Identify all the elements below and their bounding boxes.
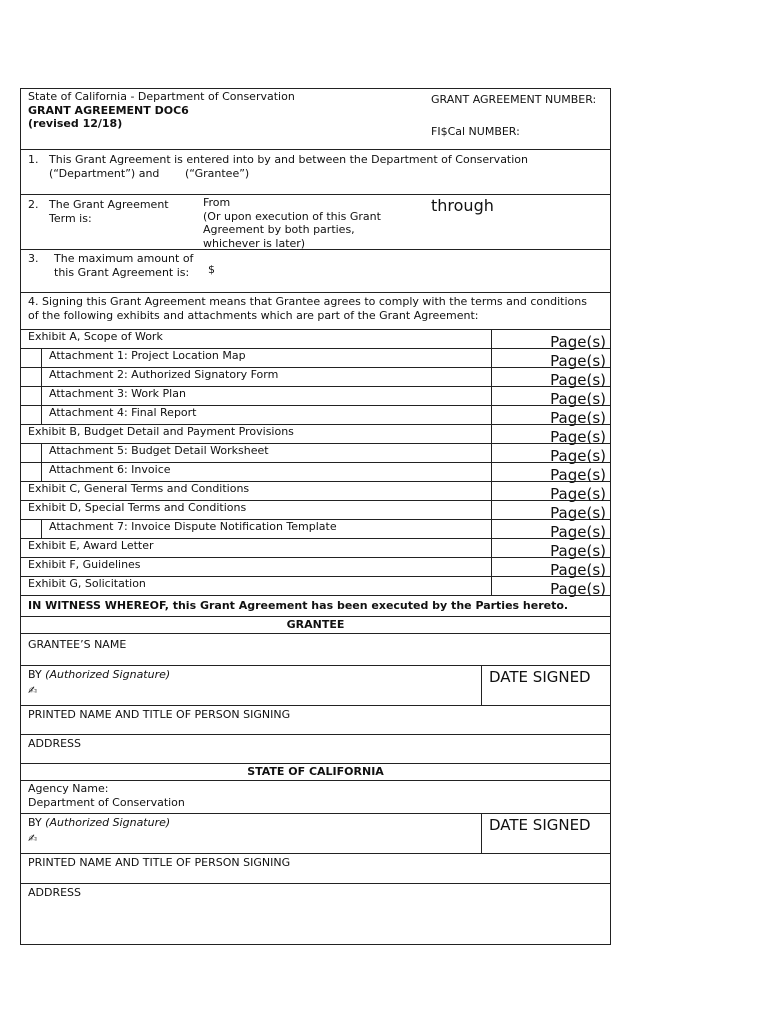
from-label: From bbox=[203, 196, 231, 209]
attachment-label: Attachment 3: Work Plan bbox=[21, 387, 491, 405]
exhibits-intro-text: 4. Signing this Grant Agreement means that Grantee agrees to comply with the terms and conditions of the following exhibits and attachments which are part of the Grant Agreement: bbox=[28, 295, 587, 322]
section-max-amount bbox=[21, 250, 610, 293]
section-number: 1. bbox=[28, 153, 39, 166]
page-count-field[interactable]: Page(s) bbox=[491, 349, 610, 367]
grantee-name-field[interactable] bbox=[21, 634, 610, 666]
authorized-signature-label: (Authorized Signature) bbox=[45, 668, 171, 681]
state-heading: STATE OF CALIFORNIA bbox=[21, 764, 610, 781]
signature-pen-icon[interactable]: ✍ bbox=[28, 683, 38, 697]
agency-name-label: Agency Name: bbox=[28, 782, 109, 795]
page-count-field[interactable]: Page(s) bbox=[491, 368, 610, 386]
attachment-label: Attachment 2: Authorized Signatory Form bbox=[21, 368, 491, 386]
state-signature-row bbox=[21, 814, 610, 854]
page-count-field[interactable]: Page(s) bbox=[491, 501, 610, 519]
grantee-heading: GRANTEE bbox=[21, 617, 610, 634]
max-amount-label: The maximum amount of this Grant Agreement is: bbox=[54, 252, 194, 279]
attachment-row bbox=[21, 368, 610, 387]
grantee-label[interactable]: (“Grantee”) bbox=[185, 167, 250, 180]
page-count-field[interactable]: Page(s) bbox=[491, 463, 610, 481]
exhibit-row bbox=[21, 577, 610, 596]
grant-agreement-form bbox=[20, 88, 611, 945]
exhibit-label: Exhibit B, Budget Detail and Payment Provisions bbox=[28, 425, 294, 438]
org-name: State of California - Department of Conservation bbox=[28, 90, 295, 103]
section-number: 2. bbox=[28, 198, 39, 211]
attachment-label: Attachment 5: Budget Detail Worksheet bbox=[21, 444, 491, 462]
grant-number-label[interactable]: GRANT AGREEMENT NUMBER: bbox=[431, 93, 597, 106]
attachment-row bbox=[21, 349, 610, 368]
grantee-signature-row bbox=[21, 666, 610, 706]
authorized-signature-label: (Authorized Signature) bbox=[45, 816, 171, 829]
header-left bbox=[28, 90, 295, 131]
page-count-field[interactable]: Page(s) bbox=[491, 539, 610, 557]
form-header bbox=[21, 89, 610, 150]
exhibit-label: Exhibit F, Guidelines bbox=[28, 558, 141, 571]
page-count-field[interactable]: Page(s) bbox=[491, 330, 610, 348]
by-label: BY bbox=[28, 816, 42, 829]
exhibit-label: Exhibit C, General Terms and Conditions bbox=[28, 482, 250, 495]
signature-pen-icon[interactable]: ✍ bbox=[28, 831, 38, 845]
term-from[interactable] bbox=[203, 196, 403, 250]
amount-field[interactable]: $ bbox=[208, 263, 215, 276]
printed-name-label: PRINTED NAME AND TITLE OF PERSON SIGNING bbox=[28, 856, 291, 869]
exhibit-label: Exhibit E, Award Letter bbox=[28, 539, 154, 552]
state-date-signed-field[interactable] bbox=[481, 814, 610, 853]
grantee-printed-name-field[interactable] bbox=[21, 706, 610, 735]
state-printed-name-field[interactable] bbox=[21, 854, 610, 884]
exhibit-label: Exhibit D, Special Terms and Conditions bbox=[28, 501, 247, 514]
exhibit-row bbox=[21, 539, 610, 558]
by-label: BY bbox=[28, 668, 42, 681]
date-signed-label: DATE SIGNED bbox=[489, 668, 591, 686]
attachment-row bbox=[21, 444, 610, 463]
attachment-row bbox=[21, 406, 610, 425]
attachment-label: Attachment 1: Project Location Map bbox=[21, 349, 491, 367]
attachment-label: Attachment 6: Invoice bbox=[21, 463, 491, 481]
printed-name-label: PRINTED NAME AND TITLE OF PERSON SIGNING bbox=[28, 708, 291, 721]
page-count-field[interactable]: Page(s) bbox=[491, 577, 610, 595]
attachment-row bbox=[21, 387, 610, 406]
agency-name-value: Department of Conservation bbox=[28, 795, 185, 809]
page-count-field[interactable]: Page(s) bbox=[491, 520, 610, 538]
section-number: 3. bbox=[28, 252, 39, 265]
term-label: The Grant Agreement Term is: bbox=[49, 198, 169, 225]
exhibit-label: Exhibit G, Solicitation bbox=[28, 577, 146, 590]
from-note: (Or upon execution of this Grant Agreement by both parties, whichever is later) bbox=[203, 209, 381, 250]
attachment-row bbox=[21, 463, 610, 482]
page-count-field[interactable]: Page(s) bbox=[491, 444, 610, 462]
grantee-date-signed-field[interactable] bbox=[481, 666, 610, 705]
state-address-field[interactable] bbox=[21, 884, 610, 944]
section-parties bbox=[21, 150, 610, 195]
exhibit-row bbox=[21, 330, 610, 349]
form-title: GRANT AGREEMENT DOC6 bbox=[28, 103, 189, 117]
attachment-label: Attachment 4: Final Report bbox=[21, 406, 491, 424]
date-signed-label: DATE SIGNED bbox=[489, 816, 591, 834]
page-count-field[interactable]: Page(s) bbox=[491, 425, 610, 443]
parties-text: This Grant Agreement is entered into by and between the Department of Conservation bbox=[49, 153, 529, 166]
department-label: (“Department”) and bbox=[49, 167, 160, 180]
exhibit-row bbox=[21, 425, 610, 444]
page-count-field[interactable]: Page(s) bbox=[491, 387, 610, 405]
address-label: ADDRESS bbox=[28, 737, 82, 750]
fiscal-number-label[interactable]: FI$Cal NUMBER: bbox=[431, 125, 520, 138]
grantee-signature-field[interactable] bbox=[21, 666, 481, 705]
witness-statement: IN WITNESS WHEREOF, this Grant Agreement has been executed by the Parties hereto. bbox=[21, 596, 610, 617]
agency-name-block bbox=[21, 781, 610, 814]
address-label: ADDRESS bbox=[28, 886, 82, 899]
grantee-name-label: GRANTEE’S NAME bbox=[28, 638, 127, 651]
exhibit-row bbox=[21, 558, 610, 577]
exhibit-row bbox=[21, 482, 610, 501]
attachment-label: Attachment 7: Invoice Dispute Notification Template bbox=[21, 520, 491, 538]
through-label[interactable]: through bbox=[431, 196, 494, 215]
section-exhibits-intro bbox=[21, 293, 610, 330]
page-count-field[interactable]: Page(s) bbox=[491, 406, 610, 424]
section-term bbox=[21, 195, 610, 250]
revision-date: (revised 12/18) bbox=[28, 117, 123, 130]
exhibit-row bbox=[21, 501, 610, 520]
grantee-address-field[interactable] bbox=[21, 735, 610, 764]
state-signature-field[interactable] bbox=[21, 814, 481, 853]
page-count-field[interactable]: Page(s) bbox=[491, 482, 610, 500]
exhibit-label: Exhibit A, Scope of Work bbox=[28, 330, 163, 343]
attachment-row bbox=[21, 520, 610, 539]
page-count-field[interactable]: Page(s) bbox=[491, 558, 610, 576]
